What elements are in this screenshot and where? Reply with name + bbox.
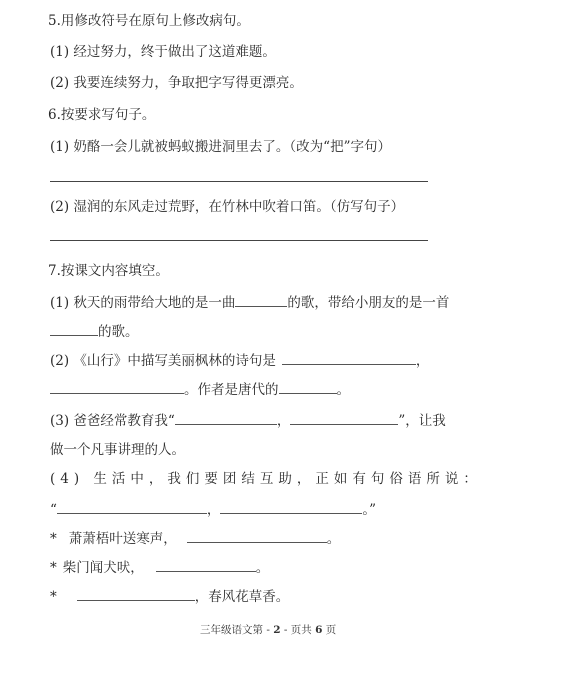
poem-row-3-end: ，春风花草香。: [194, 589, 290, 605]
q7-heading: 7.按课文内容填空。: [48, 263, 169, 279]
answer-line-1[interactable]: [50, 181, 428, 182]
blank-saying-part-1[interactable]: [175, 412, 277, 425]
q7-item-4-comma: ，: [206, 502, 221, 518]
q5-heading: 5.用修改符号在原句上修改病句。: [48, 13, 250, 29]
q7-item-1-text-c: 的歌。: [98, 324, 139, 340]
q7-item-2-line-1: [50, 352, 429, 370]
q7-item-1-line-1: [50, 294, 449, 312]
q7-item-4-line-1: (4) 生活中，我们要团结互助，正如有句俗语所说：: [50, 471, 482, 487]
q7-item-1-text-b: 的歌，带给小朋友的是一首: [287, 295, 450, 311]
footer-prefix: 三年级语文第 -: [200, 624, 274, 636]
q6-item-2: (2) 湿润的东风走过荒野，在竹林中吹着口笛。（仿写句子）: [50, 199, 405, 215]
q6-heading: 6.按要求写句子。: [48, 107, 156, 123]
poem-row-1-star: *: [50, 531, 57, 547]
blank-proverb-part-2[interactable]: [220, 501, 362, 514]
footer-total-pages: 6: [315, 624, 323, 636]
poem-row-2-star: *: [50, 560, 57, 576]
poem-row-3: [50, 588, 289, 606]
blank-poem-line-2[interactable]: [50, 381, 184, 394]
q7-item-3-line-2: 做一个凡事讲理的人。: [50, 442, 185, 458]
q7-item-1-line-2: [50, 323, 139, 341]
q7-item-2-end: 。: [336, 382, 350, 398]
poem-row-1-end: 。: [326, 531, 341, 547]
q7-item-2-text-a: (2) 《山行》中描写美丽枫林的诗句是: [50, 353, 276, 369]
blank-kids-song[interactable]: [50, 323, 98, 336]
poem-row-2-end: 。: [255, 560, 270, 576]
footer-middle: - 页共: [280, 624, 316, 636]
q7-item-4-line-2: [50, 501, 376, 519]
q7-item-3-comma: ，: [276, 413, 291, 429]
q7-item-4-open-quote: “: [50, 502, 57, 518]
poem-row-1: [50, 530, 340, 548]
footer-suffix: 页: [322, 624, 337, 636]
blank-saying-part-2[interactable]: [290, 412, 398, 425]
q5-item-2: (2) 我要连续努力，争取把字写得更漂亮。: [50, 75, 303, 91]
blank-poem-row-1[interactable]: [187, 530, 327, 543]
q5-item-1: (1) 经过努力，终于做出了这道难题。: [50, 44, 276, 60]
page-footer: [200, 623, 336, 637]
blank-rain-song[interactable]: [235, 294, 287, 307]
blank-poem-row-2[interactable]: [156, 559, 256, 572]
poem-row-2-text: 柴门闻犬吠，: [62, 560, 144, 576]
footer-page-number: 2: [273, 624, 281, 636]
poem-row-3-star: *: [50, 589, 57, 605]
answer-line-2[interactable]: [50, 240, 428, 241]
q7-item-3-text-b: ”，让我: [398, 413, 446, 429]
q7-item-2-comma: ，: [415, 353, 430, 369]
blank-poet-name[interactable]: [279, 381, 337, 394]
blank-proverb-part-1[interactable]: [57, 501, 207, 514]
q7-item-1-text-a: (1) 秋天的雨带给大地的是一曲: [50, 295, 236, 311]
blank-poem-line-1[interactable]: [282, 352, 416, 365]
poem-row-1-text: 萧萧梧叶送寒声，: [68, 531, 177, 547]
q7-item-3-text-a: (3) 爸爸经常教育我“: [50, 413, 175, 429]
q7-item-2-text-b: 。作者是唐代的: [184, 382, 279, 398]
blank-poem-row-3[interactable]: [77, 588, 195, 601]
poem-row-2: [50, 559, 269, 577]
q7-item-3-line-1: [50, 412, 446, 430]
q6-item-1: (1) 奶酪一会儿就被蚂蚁搬进洞里去了。（改为“把”字句）: [50, 139, 391, 155]
q7-item-2-line-2: [50, 381, 350, 399]
q7-item-4-end: 。”: [362, 502, 377, 518]
